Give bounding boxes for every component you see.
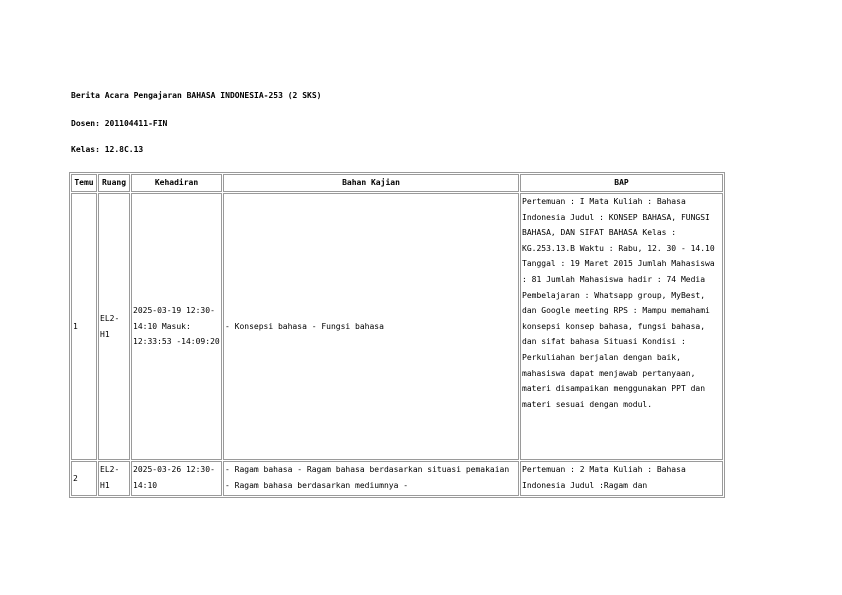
- table-row: [71, 193, 723, 460]
- report-title: Berita Acara Pengajaran BAHASA INDONESIA-253 (2 SKS): [71, 91, 322, 100]
- attendance-table: [69, 172, 725, 498]
- cell-bap: [520, 461, 723, 496]
- col-header-temu: Temu: [71, 174, 97, 192]
- cell-ruang: [98, 461, 130, 496]
- table-header-row: [71, 174, 723, 192]
- cell-bahan-kajian-text: - Ragam bahasa - Ragam bahasa berdasarkan situasi pemakaian - Ragam bahasa berdasarkan mediumnya -: [225, 465, 510, 490]
- table-row: [71, 461, 723, 496]
- class-code: Kelas: 12.8C.13: [71, 145, 144, 154]
- col-header-bap: BAP: [520, 174, 723, 192]
- col-header-ruang: Ruang: [98, 174, 130, 192]
- cell-bahan-kajian: [223, 461, 519, 496]
- cell-kehadiran: [131, 461, 222, 496]
- col-header-kehadiran: Kehadiran: [131, 174, 222, 192]
- cell-bap: Pertemuan : I Mata Kuliah : Bahasa Indonesia Judul : KONSEP BAHASA, FUNGSI BAHASA, DAN SIFAT BAHASA Kelas : KG.253.13.B Waktu : Rabu, 12. 30 - 14.10 Tanggal : 19 Maret 2015 Jumlah Mahasiswa : 81 Jumlah Mahasiswa hadir : 74 Media Pembelajaran : Whatsapp group, MyBest, dan Google meeting RPS : Mampu memahami konsepsi konsep bahasa, fungsi bahasa, dan sifat bahasa Situasi Kondisi : Perkuliahan berjalan dengan baik, mahasiswa dapat menjawab pertanyaan, materi disampaikan menggunakan PPT dan materi sesuai dengan modul.: [520, 193, 723, 460]
- cell-temu: 2: [71, 461, 97, 496]
- cell-temu: 1: [71, 193, 97, 460]
- cell-ruang: EL2-H1: [98, 193, 130, 460]
- col-header-bahan-kajian: Bahan Kajian: [223, 174, 519, 192]
- cell-ruang-text: EL2-H1: [100, 465, 120, 490]
- cell-bahan-kajian: - Konsepsi bahasa - Fungsi bahasa: [223, 193, 519, 460]
- lecturer-id: Dosen: 201104411-FIN: [71, 119, 168, 128]
- cell-kehadiran: 2025-03-19 12:30-14:10 Masuk: 12:33:53 -14:09:20: [131, 193, 222, 460]
- cell-bap-text: Pertemuan : 2 Mata Kuliah : Bahasa Indonesia Judul :Ragam dan: [522, 465, 686, 490]
- cell-kehadiran-text: 2025-03-26 12:30-14:10: [133, 465, 215, 490]
